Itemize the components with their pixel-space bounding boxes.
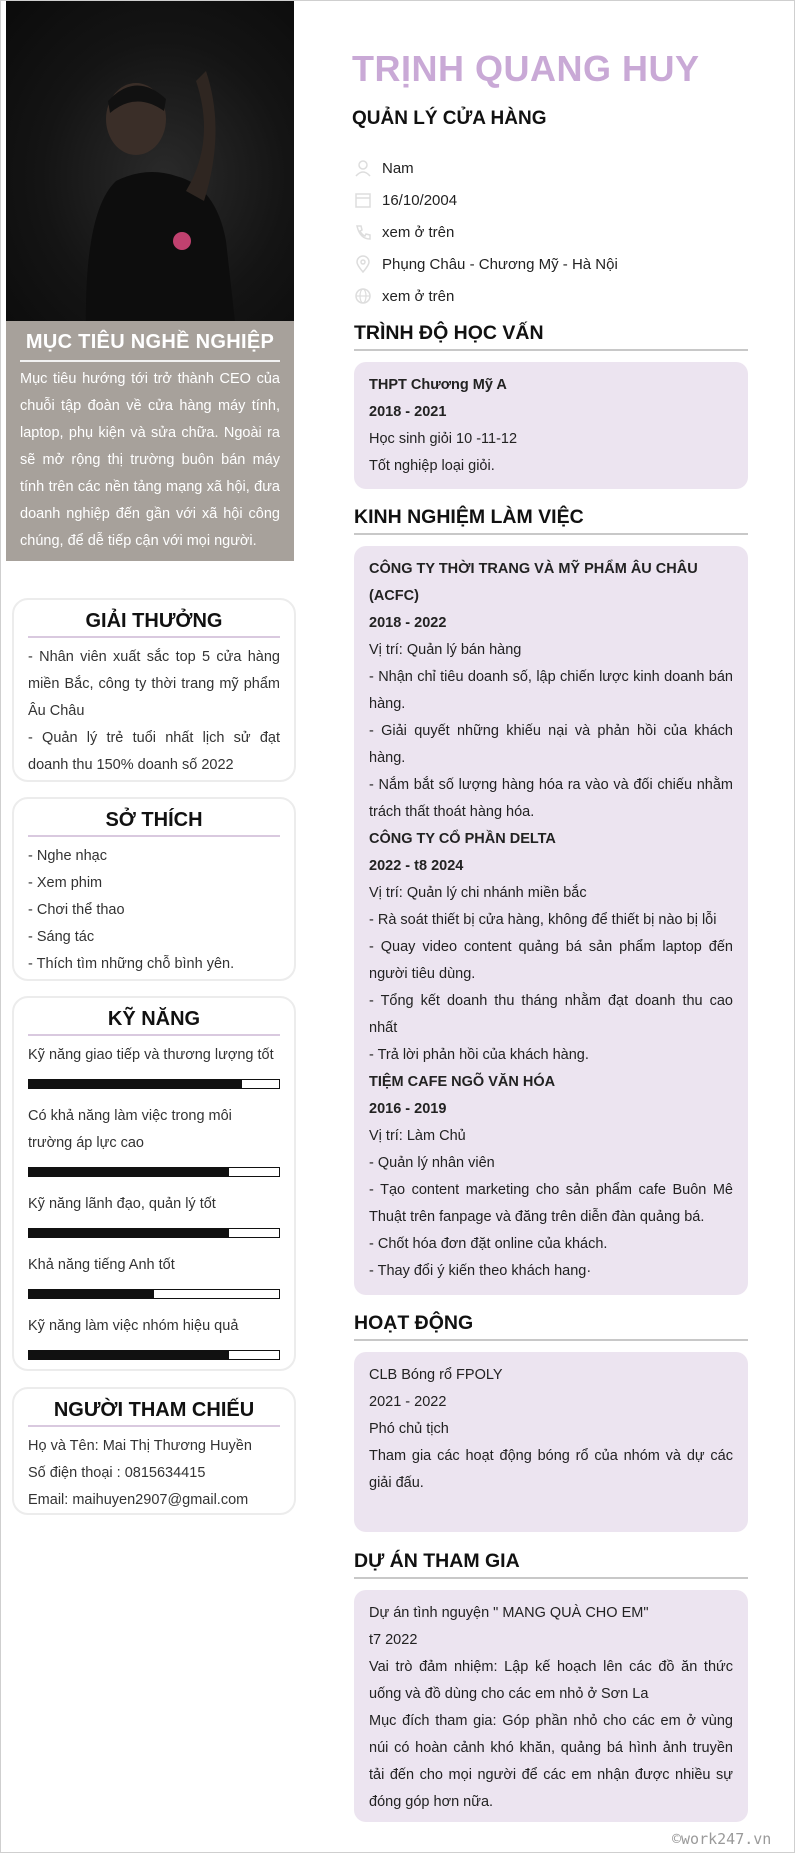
candidate-position: QUẢN LÝ CỬA HÀNG	[352, 108, 547, 129]
education-period: 2018 - 2021	[369, 404, 447, 420]
hobbies-card	[12, 797, 296, 981]
info-address	[352, 251, 618, 277]
job-task: - Chốt hóa đơn đặt online của khách.	[369, 1236, 608, 1252]
skill-bar-fill	[29, 1229, 229, 1237]
references-title: NGƯỜI THAM CHIẾU	[28, 1399, 280, 1427]
hobbies-title: SỞ THÍCH	[28, 809, 280, 837]
job-task: - Giải quyết những khiếu nại và phản hồi của khách hàng.	[369, 723, 733, 766]
education-box	[354, 362, 748, 489]
info-value: Phụng Châu - Chương Mỹ - Hà Nội	[382, 255, 618, 273]
job-task: - Tổng kết doanh thu tháng nhằm đạt doanh thu cao nhất	[369, 993, 733, 1036]
award-item: - Nhân viên xuất sắc top 5 cửa hàng miền Bắc, công ty thời trang mỹ phẩm Âu Châu	[28, 649, 280, 719]
job-role: Vị trí: Làm Chủ	[369, 1128, 466, 1144]
education-title: TRÌNH ĐỘ HỌC VẤN	[354, 322, 748, 351]
job-task: - Tạo content marketing cho sản phẩm cafe Buôn Mê Thuật trên fanpage và đăng trên diễn đàn quảng bá.	[369, 1182, 733, 1225]
phone-icon	[352, 221, 374, 243]
globe-icon	[352, 285, 374, 307]
activity-club: CLB Bóng rổ FPOLY	[369, 1367, 503, 1383]
skill-bar	[28, 1350, 280, 1360]
skill-bar-fill	[29, 1168, 229, 1176]
job-role: Vị trí: Quản lý chi nhánh miền bắc	[369, 885, 587, 901]
school-name: THPT Chương Mỹ A	[369, 377, 507, 393]
activity-role: Phó chủ tịch	[369, 1421, 449, 1437]
profile-photo	[6, 1, 294, 321]
experience-box	[354, 546, 748, 1295]
info-value: Nam	[382, 159, 414, 177]
location-icon	[352, 253, 374, 275]
awards-title: GIẢI THƯỞNG	[28, 610, 280, 638]
skill-label: Khả năng tiếng Anh tốt	[28, 1257, 175, 1273]
skill-label: Kỹ năng giao tiếp và thương lượng tốt	[28, 1047, 274, 1063]
job-period: 2018 - 2022	[369, 615, 447, 631]
skill-bar-fill	[29, 1290, 154, 1298]
objective-section	[6, 321, 294, 561]
skills-title: KỸ NĂNG	[28, 1008, 280, 1036]
job-period: 2022 - t8 2024	[369, 858, 464, 874]
calendar-icon	[352, 189, 374, 211]
job-company: TIỆM CAFE NGÕ VĂN HÓA	[369, 1074, 556, 1090]
job-task: - Thay đổi ý kiến theo khách hang·	[369, 1263, 592, 1279]
skill-label: Kỹ năng làm việc nhóm hiệu quả	[28, 1318, 239, 1334]
hobby-item: - Chơi thể thao	[28, 902, 125, 918]
job-period: 2016 - 2019	[369, 1101, 447, 1117]
job-task: - Nắm bắt số lượng hàng hóa ra vào và đối chiếu nhằm trách thất thoát hàng hóa.	[369, 777, 733, 820]
info-phone	[352, 219, 454, 245]
job-task: - Quản lý nhân viên	[369, 1155, 495, 1171]
left-column	[6, 1, 294, 561]
activities-title: HOẠT ĐỘNG	[354, 1312, 748, 1341]
skills-card	[12, 996, 296, 1371]
job-company: CÔNG TY THỜI TRANG VÀ MỸ PHẨM ÂU CHÂU (ACFC)	[369, 561, 698, 604]
reference-name: Họ và Tên: Mai Thị Thương Huyền	[28, 1438, 252, 1454]
project-period: t7 2022	[369, 1632, 418, 1648]
activity-period: 2021 - 2022	[369, 1394, 447, 1410]
projects-title: DỰ ÁN THAM GIA	[354, 1550, 748, 1579]
hobby-item: - Xem phim	[28, 875, 103, 891]
hobby-item: - Nghe nhạc	[28, 848, 107, 864]
skill-bar-fill	[29, 1351, 229, 1359]
skill-bar	[28, 1228, 280, 1238]
awards-card	[12, 598, 296, 782]
hobby-item: - Thích tìm những chỗ bình yên.	[28, 956, 235, 972]
objective-text: Mục tiêu hướng tới trở thành CEO của chuỗi tập đoàn về cửa hàng máy tính, laptop, phụ kiện và sửa chữa. Ngoài ra sẽ mở rộng thị trường buôn bán máy tính trên các nền tảng mạng xã hội, đưa doanh nghiệp đến gần với xã hội công chúng, để dễ tiếp cận với mọi người.	[20, 371, 280, 549]
experience-title: KINH NGHIỆM LÀM VIỆC	[354, 506, 748, 535]
skill-label: Kỹ năng lãnh đạo, quản lý tốt	[28, 1196, 216, 1212]
activities-box	[354, 1352, 748, 1532]
reference-email: Email: maihuyen2907@gmail.com	[28, 1492, 249, 1508]
activity-detail: Tham gia các hoạt động bóng rổ của nhóm và dự các giải đấu.	[369, 1448, 733, 1491]
info-value: xem ở trên	[382, 223, 455, 241]
project-role: Vai trò đảm nhiệm: Lập kế hoạch lên các đồ ăn thức uống và đồ dùng cho các em nhỏ ở Sơn La	[369, 1659, 733, 1702]
projects-box	[354, 1590, 748, 1822]
references-card	[12, 1387, 296, 1515]
candidate-name: TRỊNH QUANG HUY	[352, 48, 700, 89]
education-detail: Tốt nghiệp loại giỏi.	[369, 458, 495, 474]
hobby-item: - Sáng tác	[28, 929, 95, 945]
user-icon	[352, 157, 374, 179]
skill-label: Có khả năng làm việc trong môi trường áp lực cao	[28, 1108, 232, 1151]
info-value: xem ở trên	[382, 287, 455, 305]
award-item: - Quản lý trẻ tuổi nhất lịch sử đạt doanh thu 150% doanh số 2022	[28, 730, 280, 773]
job-task: - Nhận chỉ tiêu doanh số, lập chiến lược kinh doanh bán hàng.	[369, 669, 733, 712]
info-website	[352, 283, 454, 309]
skill-bar	[28, 1079, 280, 1089]
info-gender	[352, 155, 414, 181]
job-task: - Trả lời phản hồi của khách hàng.	[369, 1047, 589, 1063]
skill-bar	[28, 1167, 280, 1177]
project-name: Dự án tình nguyện " MANG QUÀ CHO EM"	[369, 1605, 649, 1621]
job-task: - Quay video content quảng bá sản phẩm laptop đến người tiêu dùng.	[369, 939, 733, 982]
info-birthday	[352, 187, 457, 213]
job-task: - Rà soát thiết bị cửa hàng, không để thiết bị nào bị lỗi	[369, 912, 717, 928]
job-company: CÔNG TY CỔ PHẦN DELTA	[369, 831, 556, 847]
info-value: 16/10/2004	[382, 191, 458, 209]
reference-phone: Số điện thoại : 0815634415	[28, 1465, 206, 1481]
objective-title: MỤC TIÊU NGHỀ NGHIỆP	[20, 331, 280, 362]
watermark: ©work247.vn	[672, 1830, 772, 1848]
skill-bar	[28, 1289, 280, 1299]
job-role: Vị trí: Quản lý bán hàng	[369, 642, 522, 658]
person-silhouette-image	[76, 41, 246, 321]
education-detail: Học sinh giỏi 10 -11-12	[369, 431, 518, 447]
skill-bar-fill	[29, 1080, 242, 1088]
project-purpose: Mục đích tham gia: Góp phần nhỏ cho các em ở vùng núi có hoàn cảnh khó khăn, quảng bá hình ảnh truyền tải đến cho mọi người để các em nhận được nhiều sự đóng góp hơn nữa.	[369, 1713, 733, 1810]
